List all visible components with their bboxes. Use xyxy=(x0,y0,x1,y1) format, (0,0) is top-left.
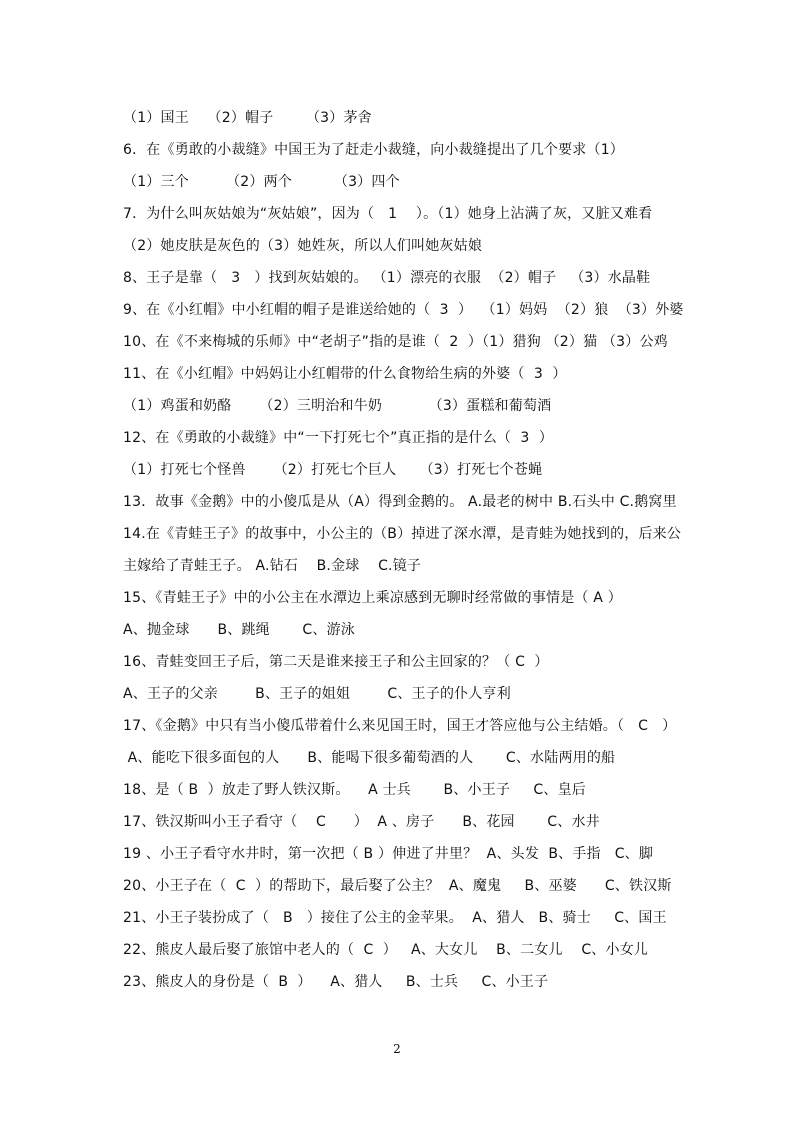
text-line: 16、青蛙变回王子后，第二天是谁来接王子和公主回家的？（ C ） xyxy=(123,654,549,670)
text-line: 15、《青蛙王子》中的小公主在水潭边上乘凉感到无聊时经常做的事情是（ A ） xyxy=(123,590,622,606)
text-line: A、能吃下很多面包的人 B、能喝下很多葡萄酒的人 C、水陆两用的船 xyxy=(123,750,616,766)
text-line: 22、熊皮人最后娶了旅馆中老人的（ C ） A、大女儿 B、二女儿 C、小女儿 xyxy=(123,942,649,958)
text-line: 17、铁汉斯叫小王子看守（ C ） A 、房子 B、花园 C、水井 xyxy=(123,814,600,830)
text-line: 17、《金鹅》中只有当小傻瓜带着什么来见国王时，国王才答应他与公主结婚。（ C ） xyxy=(123,718,677,734)
text-line: A、王子的父亲 B、王子的姐姐 C、王子的仆人亨利 xyxy=(123,686,511,702)
text-line: 23、熊皮人的身份是（ B ） A、猎人 B、士兵 C、小王子 xyxy=(123,974,549,990)
text-line: 7．为什么叫灰姑娘为“灰姑娘”，因为（ 1 ）。（1）她身上沾满了灰，又脏又难看 xyxy=(123,206,653,222)
text-line: 10、在《不来梅城的乐师》中“老胡子”指的是谁（ 2 ）（1）猎狗 （2）猫 （3）公鸡 xyxy=(123,334,668,350)
text-line: 12、在《勇敢的小裁缝》中“一下打死七个”真正指的是什么（ 3 ） xyxy=(123,430,554,446)
text-line: 8、王子是靠（ 3 ）找到灰姑娘的。 （1）漂亮的衣服 （2）帽子 （3）水晶鞋 xyxy=(123,270,651,286)
text-line: 11、在《小红帽》中妈妈让小红帽带的什么食物给生病的外婆（ 3 ） xyxy=(123,366,567,382)
text-line: 19 、小王子看守水井时，第一次把（ B ）伸进了井里？ A、头发 B、手指 C、脚 xyxy=(123,846,654,862)
text-line: （1）打死七个怪兽 （2）打死七个巨人 （3）打死七个苍蝇 xyxy=(123,462,543,478)
text-line: 18、是（ B ）放走了野人铁汉斯。 A 士兵 B、小王子 C、皇后 xyxy=(123,782,586,798)
text-line: （2）她皮肤是灰色的（3）她姓灰，所以人们叫她灰姑娘 xyxy=(123,238,483,254)
text-line: A、抛金球 B、跳绳 C、游泳 xyxy=(123,622,356,638)
text-line: 6．在《勇敢的小裁缝》中国王为了赶走小裁缝，向小裁缝提出了几个要求（1） xyxy=(123,142,625,158)
page-number: 2 xyxy=(393,1042,401,1056)
text-line: 20、小王子在（ C ）的帮助下，最后娶了公主？ A、魔鬼 B、巫婆 C、铁汉斯 xyxy=(123,878,672,894)
text-line: （1）三个 （2）两个 （3）四个 xyxy=(123,174,400,190)
text-line: 主嫁给了青蛙王子。 A.钻石 B.金球 C.镜子 xyxy=(123,558,422,574)
text-line: 14.在《青蛙王子》的故事中，小公主的（B）掉进了深水潭，是青蛙为她找到的，后来公 xyxy=(123,526,682,542)
text-line: 9、在《小红帽》中小红帽的帽子是谁送给她的（ 3 ） （1）妈妈 （2）狼 （3）外婆 xyxy=(123,302,684,318)
text-line: 13．故事《金鹅》中的小傻瓜是从（A）得到金鹅的。 A.最老的树中 B.石头中 C.鹅窝里 xyxy=(123,494,677,510)
text-line: 21、小王子装扮成了（ B ）接住了公主的金苹果。 A、猎人 B、骑士 C、国王 xyxy=(123,910,667,926)
text-line: （1）国王 （2）帽子 （3）茅舍 xyxy=(123,110,372,126)
text-line: （1）鸡蛋和奶酪 （2）三明治和牛奶 （3）蛋糕和葡萄酒 xyxy=(123,398,552,414)
